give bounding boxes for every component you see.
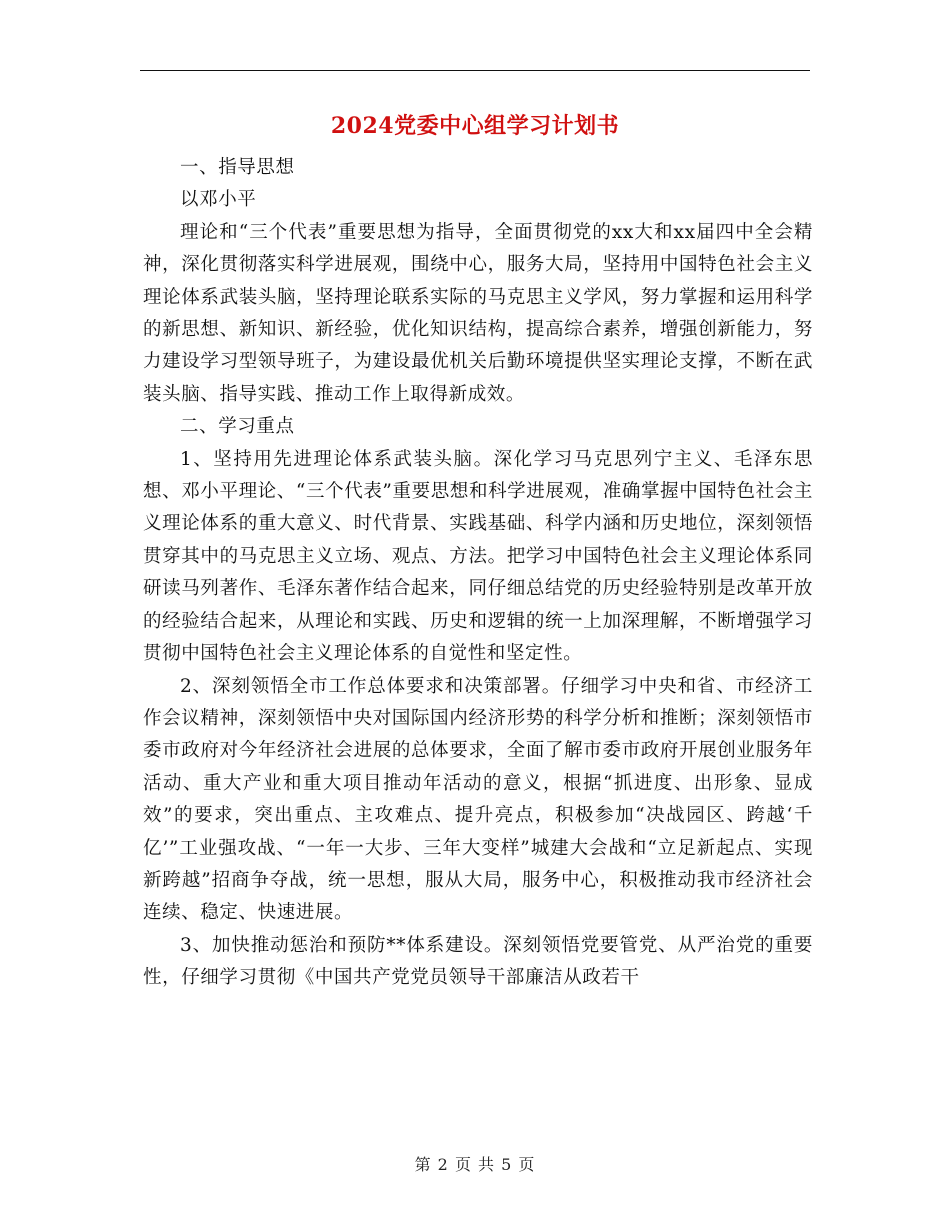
paragraph-guiding-ideology: 理论和“三个代表”重要思想为指导，全面贯彻党的xx大和xx届四中全会精神，深化贯彻落实科学进展观，围绕中心，服务大局，坚持用中国特色社会主义理论体系武装头脑，坚持理论联系实际的马克思主义学风，努力掌握和运用科学的新思想、新知识、新经验，优化知识结构，提高综合素养，增强创新能力，努力建设学习型领导班子，为建设最优机关后勤环境提供坚实理论支撑，不断在武装头脑、指导实践、推动工作上取得新成效。 [143,221,813,405]
document-title: 2024党委中心组学习计划书 [330,113,620,139]
paragraph-intro-line: 以邓小平 [180,189,257,211]
paragraph-point-2: 2、深刻领悟全市工作总体要求和决策部署。仔细学习中央和省、市经济工作会议精神，深刻领悟中央对国际国内经济形势的科学分析和推断；深刻领悟市委市政府对今年经济社会进展的总体要求，全面了解市委市政府开展创业服务年活动、重大产业和重大项目推动年活动的意义，根据“抓进度、出形象、显成效”的要求，突出重点、主攻难点、提升亮点，积极参加“决战园区、跨越‘千亿’”工业强攻战、“一年一大步、三年大变样”城建大会战和“立足新起点、实现新跨越”招商争夺战，统一思想，服从大局，服务中心，积极推动我市经济社会连续、稳定、快速进展。 [143,675,813,924]
paragraph-point-1: 1、坚持用先进理论体系武装头脑。深化学习马克思列宁主义、毛泽东思想、邓小平理论、“三个代表”重要思想和科学进展观，准确掌握中国特色社会主义理论体系的重大意义、时代背景、实践基础、科学内涵和历史地位，深刻领悟贯穿其中的马克思主义立场、观点、方法。把学习中国特色社会主义理论体系同研读马列著作、毛泽东著作结合起来，同仔细总结党的历史经验特别是改革开放的经验结合起来，从理论和实践、历史和逻辑的统一上加深理解，不断增强学习贯彻中国特色社会主义理论体系的自觉性和坚定性。 [143,448,813,665]
paragraph-point-3: 3、加快推动惩治和预防**体系建设。深刻领悟党要管党、从严治党的重要性，仔细学习贯彻《中国共产党党员领导干部廉洁从政若干 [143,934,813,989]
document-body [143,152,813,995]
page-number-footer: 第 2 页 共 5 页 [414,1155,536,1174]
header-rule [140,70,810,71]
section-heading-study-focus: 二、学习重点 [180,416,295,438]
section-heading-guiding-ideology: 一、指导思想 [180,157,295,178]
